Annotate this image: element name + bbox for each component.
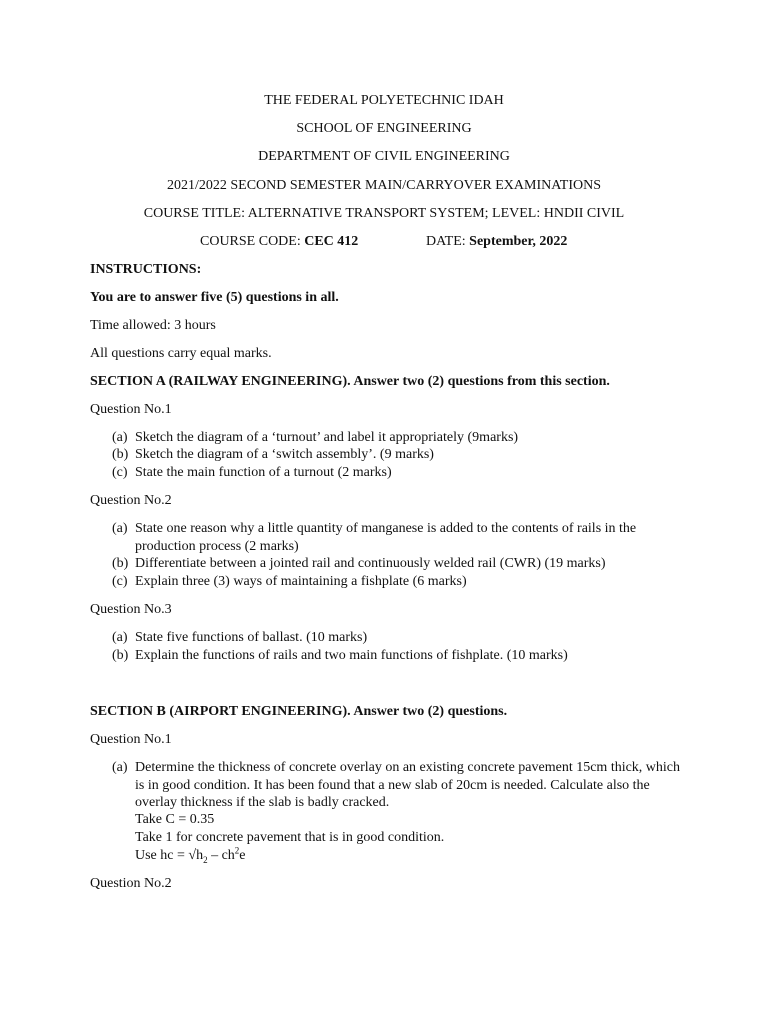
given-condition: Take 1 for concrete pavement that is in good condition. (135, 830, 445, 845)
section-b-question-1-title: Question No.1 (90, 732, 172, 747)
instructions-answer: You are to answer five (5) questions in all. (90, 290, 339, 305)
section-a-question-3-title: Question No.3 (90, 602, 172, 617)
list-marker: (c) (112, 574, 128, 589)
question-item: Sketch the diagram of a ‘switch assembly’. (9 marks) (135, 447, 434, 462)
list-marker: (b) (112, 556, 129, 571)
section-a-heading: SECTION A (RAILWAY ENGINEERING). Answer two (2) questions from this section. (90, 374, 610, 389)
instructions-marks: All questions carry equal marks. (90, 346, 272, 361)
formula-part: – ch (207, 848, 235, 863)
question-item: Explain the functions of rails and two main functions of fishplate. (10 marks) (135, 648, 568, 663)
question-item: Explain three (3) ways of maintaining a fishplate (6 marks) (135, 574, 467, 589)
list-marker: (b) (112, 447, 129, 462)
list-marker: (a) (112, 630, 128, 645)
list-marker: (a) (112, 521, 128, 536)
formula-part: e (239, 848, 246, 863)
department-name: DEPARTMENT OF CIVIL ENGINEERING (258, 149, 510, 164)
question-item: Differentiate between a jointed rail and continuously welded rail (CWR) (19 marks) (135, 556, 606, 571)
formula-part: Use hc = √h (135, 848, 204, 863)
question-item-line: State one reason why a little quantity of manganese is added to the contents of rails in the (135, 521, 637, 536)
section-b-heading: SECTION B (AIRPORT ENGINEERING). Answer two (2) questions. (90, 704, 508, 719)
section-b-question-2-title: Question No.2 (90, 876, 172, 891)
formula-subscript: 2 (203, 854, 208, 865)
question-item-line: Determine the thickness of concrete overlay on an existing concrete pavement 15cm thick, which (135, 760, 681, 775)
question-item-line: overlay thickness if the slab is badly cracked. (135, 795, 390, 810)
instructions-time: Time allowed: 3 hours (90, 318, 216, 333)
question-item: State five functions of ballast. (10 marks) (135, 630, 368, 645)
question-item: State the main function of a turnout (2 marks) (135, 465, 392, 480)
exam-title: 2021/2022 SECOND SEMESTER MAIN/CARRYOVER EXAMINATIONS (166, 178, 602, 193)
list-marker: (a) (112, 430, 128, 445)
date-line (426, 233, 567, 251)
list-marker: (c) (112, 465, 128, 480)
list-marker: (a) (112, 760, 128, 775)
course-code-line (200, 233, 358, 251)
date-value: September, 2022 (469, 234, 568, 249)
institution-name: THE FEDERAL POLYETECHNIC IDAH (264, 93, 504, 108)
given-constant: Take C = 0.35 (135, 812, 215, 827)
list-marker: (b) (112, 648, 129, 663)
school-name: SCHOOL OF ENGINEERING (296, 121, 472, 136)
course-title: COURSE TITLE: ALTERNATIVE TRANSPORT SYSTEM; LEVEL: HNDII CIVIL (143, 206, 625, 221)
question-item-line: production process (2 marks) (135, 539, 299, 554)
date-label: DATE: (426, 234, 466, 249)
section-a-question-2-title: Question No.2 (90, 493, 172, 508)
question-item-line: is in good condition. It has been found that a new slab of 20cm is needed. Calculate also the (135, 778, 650, 793)
course-code-value: CEC 412 (304, 234, 359, 249)
formula-superscript: 2 (234, 845, 240, 856)
section-a-question-1-title: Question No.1 (90, 402, 172, 417)
question-item: Sketch the diagram of a ‘turnout’ and label it appropriately (9marks) (135, 430, 519, 445)
instructions-heading: INSTRUCTIONS: (90, 262, 202, 277)
overlay-formula (135, 847, 246, 865)
course-code-label: COURSE CODE: (200, 234, 301, 249)
